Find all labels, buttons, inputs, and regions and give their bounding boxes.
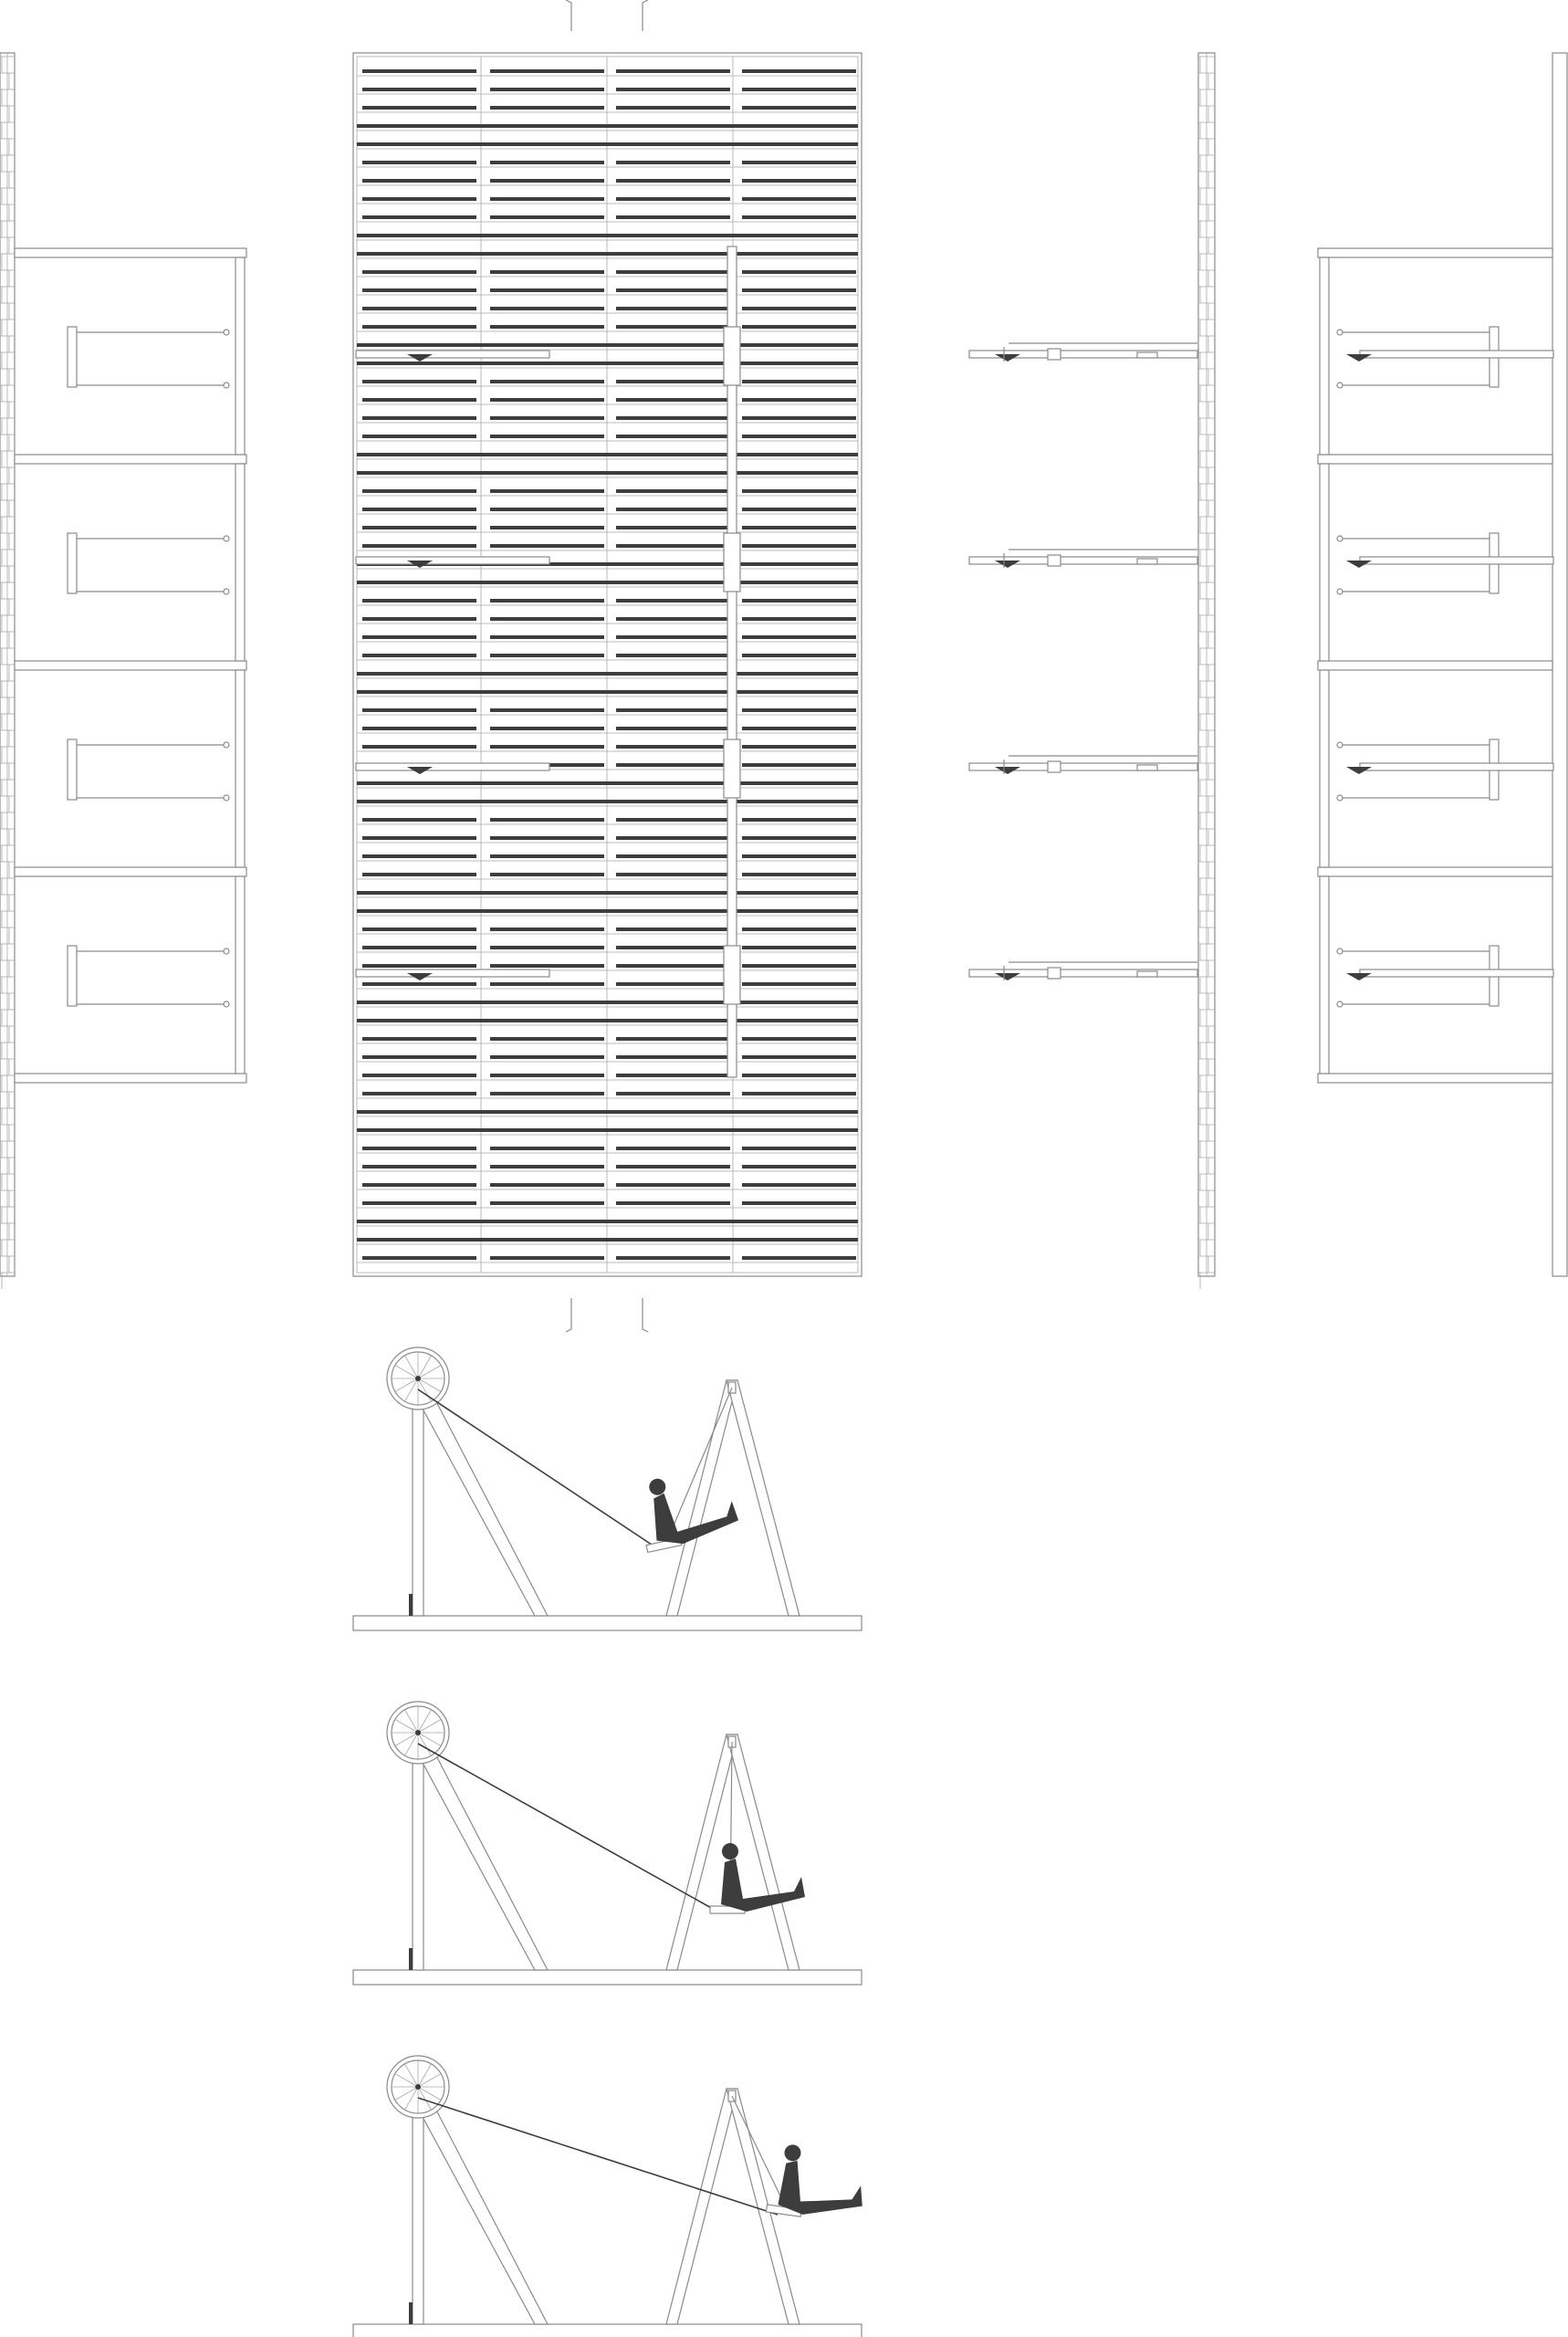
louver-slat	[742, 873, 856, 876]
louver-slat	[357, 1001, 858, 1004]
floor-slab	[15, 1074, 246, 1083]
arm-block	[1137, 559, 1157, 564]
louver-slat	[616, 818, 730, 822]
louver-slat	[490, 599, 604, 603]
louver-slat	[362, 1074, 476, 1077]
louver-slat	[490, 1201, 604, 1205]
louver-slat	[742, 215, 856, 219]
louver-slat	[362, 526, 476, 529]
louver-slat	[357, 471, 858, 475]
louver-slat	[362, 818, 476, 822]
louver-slat	[616, 654, 730, 657]
louver-slat	[362, 854, 476, 858]
arm-block	[1137, 971, 1157, 977]
louver-slat	[490, 106, 604, 110]
louver-slat	[616, 1165, 730, 1168]
louver-slat	[357, 909, 858, 913]
louver-slat	[616, 1147, 730, 1150]
post-clamp	[409, 1948, 413, 1970]
louver-slat	[357, 343, 858, 347]
floor-slab	[15, 661, 246, 670]
louver-slat	[742, 745, 856, 749]
swing-stages	[353, 1347, 866, 2337]
post-clamp	[409, 1594, 413, 1616]
louver-slat	[362, 215, 476, 219]
left-elevation	[0, 53, 246, 1289]
louver-slat	[362, 1201, 476, 1205]
front-elevation	[353, 0, 862, 1332]
rod-fitting	[224, 330, 229, 335]
louver-slat	[490, 854, 604, 858]
louver-slat	[362, 727, 476, 730]
louver-slat	[616, 617, 730, 621]
louver-slat	[362, 1165, 476, 1168]
louver-slat	[362, 106, 476, 110]
louver-slat	[616, 982, 730, 986]
louver-slat	[742, 1183, 856, 1187]
louver-slat	[362, 288, 476, 292]
louver-slat	[357, 234, 858, 237]
rod-fitting	[1337, 948, 1343, 954]
louver-slat	[616, 1183, 730, 1187]
frame-post	[235, 257, 245, 455]
louver-slat	[742, 489, 856, 493]
arm-clamp	[1048, 349, 1061, 360]
louver-slat	[742, 1165, 856, 1168]
louver-slat	[362, 1037, 476, 1041]
louver-slat	[490, 544, 604, 548]
louver-slat	[490, 818, 604, 822]
floor-slab	[1318, 1074, 1552, 1083]
louver-slat	[616, 544, 730, 548]
louver-slat	[490, 1147, 604, 1150]
louver-slat	[616, 325, 730, 329]
louver-slat	[616, 745, 730, 749]
pivot-housing	[724, 739, 740, 798]
frame-post	[1320, 670, 1329, 867]
base-plank	[353, 1970, 862, 1985]
louver-slat	[616, 836, 730, 840]
louver-slat	[362, 307, 476, 310]
wheel-brace	[416, 1742, 548, 1970]
louver-slat	[357, 453, 858, 456]
rod-fitting	[1337, 536, 1343, 541]
louver-slat	[742, 1201, 856, 1205]
wheel-hub	[415, 1730, 421, 1735]
rod-fitting	[1337, 589, 1343, 594]
rod-fitting	[224, 536, 229, 541]
louver-slat	[490, 161, 604, 164]
wheel-post	[413, 2096, 423, 2324]
a-frame-leg	[666, 2089, 737, 2324]
louver-slat	[742, 544, 856, 548]
louver-slat	[362, 270, 476, 274]
louver-slat	[357, 252, 858, 256]
louver-slat	[742, 1074, 856, 1077]
rod-fitting	[1337, 1001, 1343, 1007]
louver-slat	[362, 708, 476, 712]
floor-frames	[1318, 248, 1553, 1083]
louver-slat	[616, 1201, 730, 1205]
louver-slat	[616, 380, 730, 383]
rod-fitting	[1337, 383, 1343, 388]
cantilever-arm	[1360, 557, 1553, 564]
louver-slat	[742, 654, 856, 657]
louver-slat	[490, 635, 604, 639]
frame-post	[235, 876, 245, 1074]
louver-slat	[490, 982, 604, 986]
louver-slat	[362, 1147, 476, 1150]
louver-slat	[362, 745, 476, 749]
louver-slat	[490, 1183, 604, 1187]
arm-clamp	[1048, 968, 1061, 979]
pivot-arm	[356, 351, 549, 358]
louver-slat	[357, 690, 858, 694]
frame-post	[1320, 876, 1329, 1074]
louver-slat	[742, 88, 856, 91]
louver-slat	[357, 1128, 858, 1132]
base-plank	[353, 1616, 862, 1630]
louver-slat	[357, 1220, 858, 1223]
louver-slat	[742, 69, 856, 73]
louver-slat	[490, 508, 604, 511]
louver-slat	[616, 270, 730, 274]
louver-slat	[490, 179, 604, 183]
louver-slat	[362, 435, 476, 438]
rider-head	[784, 2143, 802, 2162]
cantilever-arm	[1360, 351, 1553, 358]
louver-slat	[362, 982, 476, 986]
louver-slat	[742, 526, 856, 529]
louver-slat	[742, 307, 856, 310]
louver-slat	[490, 1037, 604, 1041]
louver-slat	[362, 654, 476, 657]
pivot-arm	[356, 969, 549, 977]
window-jamb	[68, 533, 77, 593]
frame-post	[235, 670, 245, 867]
louver-slat	[742, 1147, 856, 1150]
louver-slat	[742, 927, 856, 931]
louver-slat	[616, 307, 730, 310]
louver-slat	[490, 398, 604, 402]
louver-slat	[362, 836, 476, 840]
a-frame-leg	[666, 1380, 737, 1616]
louver-slat	[616, 946, 730, 949]
louver-slat	[490, 215, 604, 219]
floor-slab	[1318, 867, 1552, 876]
louver-slat	[362, 1055, 476, 1059]
pivot-housing	[724, 327, 740, 385]
frame-post	[235, 464, 245, 661]
louver-slat	[742, 380, 856, 383]
louver-slat	[616, 599, 730, 603]
wheel-post	[413, 1388, 423, 1616]
louver-slat	[362, 635, 476, 639]
louver-slat	[490, 69, 604, 73]
louver-slat	[490, 964, 604, 968]
louver-slat	[362, 946, 476, 949]
rod-fitting	[224, 948, 229, 954]
louver-slat	[742, 763, 856, 767]
frame-post	[1320, 464, 1329, 661]
louver-slat	[362, 197, 476, 201]
louver-slat	[362, 508, 476, 511]
louver-slat	[742, 818, 856, 822]
pivot-housing	[724, 946, 740, 1004]
louver-slat	[742, 416, 856, 420]
louver-slat	[742, 270, 856, 274]
louver-slat	[616, 1037, 730, 1041]
louver-slat	[362, 88, 476, 91]
louver-slat	[742, 197, 856, 201]
louver-slat	[490, 288, 604, 292]
louver-slat	[362, 161, 476, 164]
arm-block	[1137, 352, 1157, 358]
rod-fitting	[224, 383, 229, 388]
louver-slat	[362, 69, 476, 73]
louver-slat	[742, 836, 856, 840]
louver-slat	[490, 745, 604, 749]
louver-slat	[362, 179, 476, 183]
wheel-hub	[415, 2084, 421, 2090]
floor-frames	[15, 248, 246, 1083]
wheel-brace	[416, 1388, 548, 1616]
louver-slat	[742, 982, 856, 986]
section-mark-top	[566, 0, 648, 31]
louver-slat	[616, 416, 730, 420]
louver-slat	[490, 617, 604, 621]
swing-stage-2	[353, 1702, 862, 1985]
louver-slat	[362, 544, 476, 548]
louver-slat	[490, 654, 604, 657]
louver-slat	[362, 325, 476, 329]
louver-slat	[357, 362, 858, 365]
louver-slat	[616, 727, 730, 730]
louver-slat	[362, 617, 476, 621]
louver-slat	[742, 708, 856, 712]
louver-slat	[616, 215, 730, 219]
louver-slat	[357, 581, 858, 584]
louver-slat	[357, 124, 858, 128]
louver-slat	[742, 1256, 856, 1260]
side-section	[969, 53, 1215, 1289]
louver-slat	[742, 854, 856, 858]
rod-fitting	[224, 589, 229, 594]
louver-slat	[742, 599, 856, 603]
floor-slab	[15, 867, 246, 876]
louver-slat	[490, 307, 604, 310]
louver-slat	[362, 398, 476, 402]
louver-slat	[742, 161, 856, 164]
louver-slat	[616, 489, 730, 493]
louver-slat	[362, 1256, 476, 1260]
louver-slat	[742, 617, 856, 621]
section-mark-bottom	[566, 1298, 648, 1332]
rod-fitting	[224, 742, 229, 748]
window-jamb	[68, 946, 77, 1006]
floor-slab	[15, 248, 246, 257]
pivot-arm	[356, 557, 549, 564]
louver-slat	[357, 1110, 858, 1114]
rod-fitting	[224, 795, 229, 801]
arm-clamp	[1048, 555, 1061, 566]
arm-clamp	[1048, 761, 1061, 772]
louver-slat	[616, 635, 730, 639]
louver-slat	[616, 526, 730, 529]
wheel-hub	[415, 1376, 421, 1381]
louver-slat	[742, 1037, 856, 1041]
louver-slat	[616, 69, 730, 73]
louver-slat	[742, 635, 856, 639]
louver-slat	[742, 1055, 856, 1059]
louver-slat	[616, 964, 730, 968]
swing-stage-3	[353, 2056, 866, 2337]
louver-slat	[616, 161, 730, 164]
louver-slat	[362, 489, 476, 493]
louver-slat	[742, 106, 856, 110]
louver-slat	[362, 927, 476, 931]
louver-slat	[357, 891, 858, 895]
frame-post	[1320, 257, 1329, 455]
window-jamb	[68, 327, 77, 387]
floor-slab	[1318, 248, 1552, 257]
louver-slat	[490, 1165, 604, 1168]
louver-slat	[362, 1183, 476, 1187]
louver-slat	[490, 325, 604, 329]
rod-fitting	[1337, 330, 1343, 335]
louver-slat	[490, 197, 604, 201]
louver-slat	[357, 1238, 858, 1242]
pull-cable	[418, 1389, 657, 1548]
louver-slat	[742, 964, 856, 968]
window-jamb	[68, 739, 77, 800]
floor-slab	[1318, 661, 1552, 670]
louver-slat	[490, 836, 604, 840]
louver-slat	[362, 964, 476, 968]
pivot-arm	[356, 763, 549, 770]
louver-slat	[490, 873, 604, 876]
louver-slat	[616, 106, 730, 110]
louver-slat	[742, 179, 856, 183]
cantilever-arm	[1360, 969, 1553, 977]
louver-slat	[490, 270, 604, 274]
louver-slat	[616, 1256, 730, 1260]
floor-slab	[15, 455, 246, 464]
louver-slat	[616, 927, 730, 931]
louver-slat	[490, 1256, 604, 1260]
swing-stage-1	[353, 1347, 862, 1630]
louver-slat	[742, 946, 856, 949]
post-clamp	[409, 2302, 413, 2324]
louver-slat	[357, 800, 858, 803]
louver-slat	[742, 398, 856, 402]
louver-slat	[742, 727, 856, 730]
wheel-brace	[416, 2096, 548, 2324]
louver-slat	[490, 1074, 604, 1077]
louver-slat	[616, 508, 730, 511]
louver-slat	[362, 380, 476, 383]
louver-slat	[490, 380, 604, 383]
floor-slab	[1318, 455, 1552, 464]
louver-slat	[357, 781, 858, 785]
louver-slat	[616, 763, 730, 767]
cantilever-arm	[1360, 763, 1553, 770]
louver-slat	[357, 672, 858, 676]
louver-slat	[616, 179, 730, 183]
louver-slat	[616, 1092, 730, 1095]
louver-slat	[742, 508, 856, 511]
louver-slat	[616, 873, 730, 876]
louver-slat	[616, 88, 730, 91]
rod-fitting	[224, 1001, 229, 1007]
right-section	[1318, 53, 1567, 1276]
louver-slat	[616, 288, 730, 292]
louver-slat	[742, 325, 856, 329]
louver-slat	[490, 489, 604, 493]
rod-fitting	[1337, 742, 1343, 748]
louver-slat	[742, 288, 856, 292]
louver-slat	[742, 1092, 856, 1095]
wheel-post	[413, 1742, 423, 1970]
louver-slat	[616, 398, 730, 402]
cantilever-arms	[969, 343, 1197, 980]
pivot-housing	[724, 533, 740, 592]
louver-slat	[490, 88, 604, 91]
louver-slat	[490, 1092, 604, 1095]
louver-slat	[490, 1055, 604, 1059]
louver-slat	[357, 142, 858, 146]
louver-slat	[490, 946, 604, 949]
louver-slat	[616, 197, 730, 201]
louver-slat	[362, 599, 476, 603]
rider-head	[722, 1843, 738, 1860]
a-frame-leg	[727, 1380, 800, 1616]
louver-slat	[362, 1092, 476, 1095]
louver-slat	[616, 708, 730, 712]
arm-block	[1137, 765, 1157, 770]
louver-slat	[362, 416, 476, 420]
louver-slat	[357, 1019, 858, 1022]
louver-slat	[490, 435, 604, 438]
rod-fitting	[1337, 795, 1343, 801]
louver-slat	[490, 526, 604, 529]
louver-slat	[742, 435, 856, 438]
louver-slat	[616, 1055, 730, 1059]
louver-slat	[616, 854, 730, 858]
louver-slat	[490, 708, 604, 712]
louver-slat	[490, 416, 604, 420]
louver-slat	[616, 1074, 730, 1077]
louver-slat	[490, 927, 604, 931]
base-plank	[353, 2324, 862, 2337]
louver-slat	[490, 727, 604, 730]
louver-slat	[362, 873, 476, 876]
louver-slat	[616, 435, 730, 438]
